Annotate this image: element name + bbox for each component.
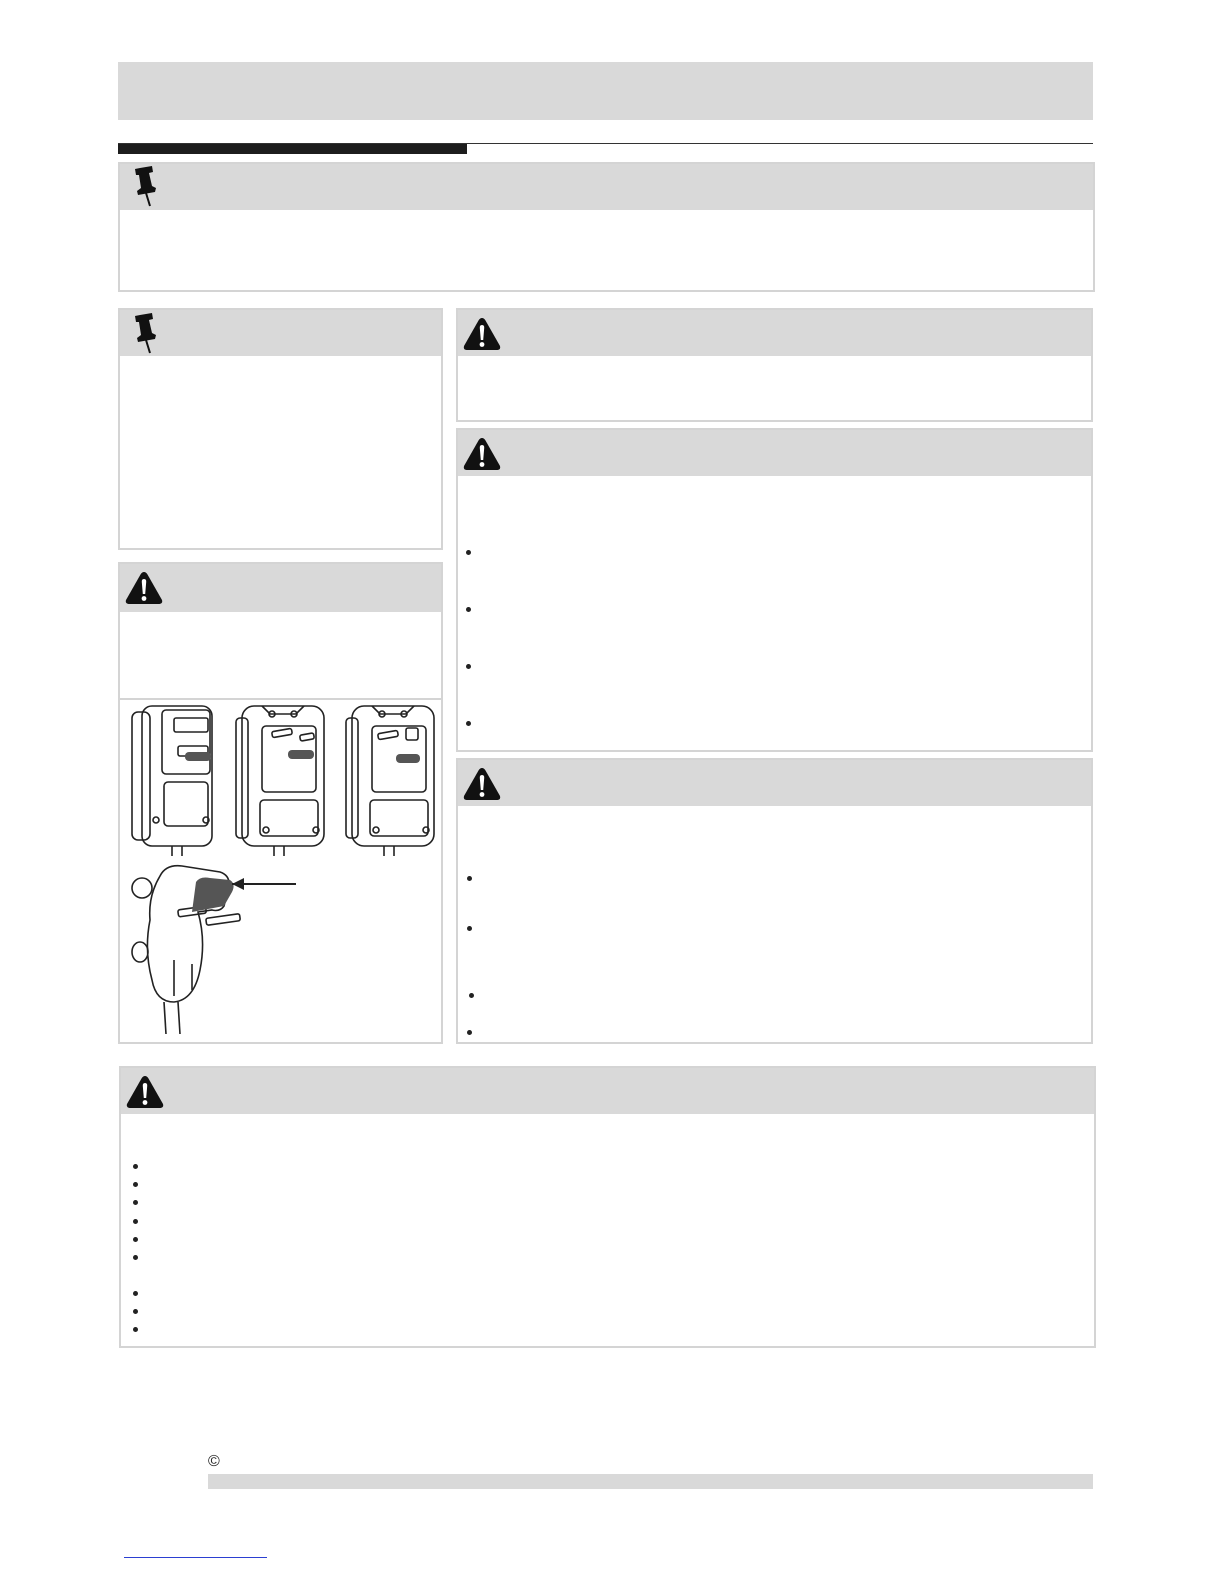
list-bullet [133,1255,138,1260]
footer-bar [208,1474,1093,1489]
list-bullet [133,1327,138,1332]
note-panel-header [120,164,1093,210]
list-bullet [469,993,474,998]
list-bullet [466,664,471,669]
list-bullet [466,607,471,612]
warning-panel-3 [456,758,1093,1044]
header-bar [118,62,1093,120]
warning-triangle-icon [124,570,164,606]
bullet-list [121,1068,1094,1346]
list-bullet [467,876,472,881]
plug-illustration-1 [132,706,212,856]
note-panel-left [118,308,443,550]
section-rule-accent [118,144,467,154]
warning-panel-header [120,564,441,612]
list-bullet [133,1200,138,1205]
plug-illustration-2 [236,706,324,856]
plug-1-marker [185,752,211,761]
plug-4-marker [192,878,234,913]
warning-panel-header [458,310,1091,356]
list-bullet [467,926,472,931]
list-bullet [133,1219,138,1224]
bullet-list [458,760,1091,1042]
power-plug-illustrations [120,700,441,1040]
list-bullet [133,1182,138,1187]
warning-panel-plugs [118,562,443,1044]
warning-panel-2 [456,428,1093,752]
plug-2-marker [288,750,314,759]
list-bullet [466,550,471,555]
list-bullet [466,721,471,726]
warning-triangle-icon [462,316,502,352]
bullet-list [458,430,1091,750]
list-bullet [467,1030,472,1035]
pushpin-icon [128,164,168,208]
plug-3-marker [396,754,420,763]
list-bullet [133,1309,138,1314]
list-bullet [133,1237,138,1242]
warning-panel-bottom [119,1066,1096,1348]
note-panel-header [120,310,441,356]
list-bullet [133,1291,138,1296]
note-panel-top [118,162,1095,292]
plug-illustration-3 [346,706,434,856]
footer-link[interactable] [124,1557,267,1558]
warning-panel-1 [456,308,1093,422]
list-bullet [133,1164,138,1169]
copyright-symbol: © [208,1453,220,1470]
pushpin-icon [128,311,168,355]
